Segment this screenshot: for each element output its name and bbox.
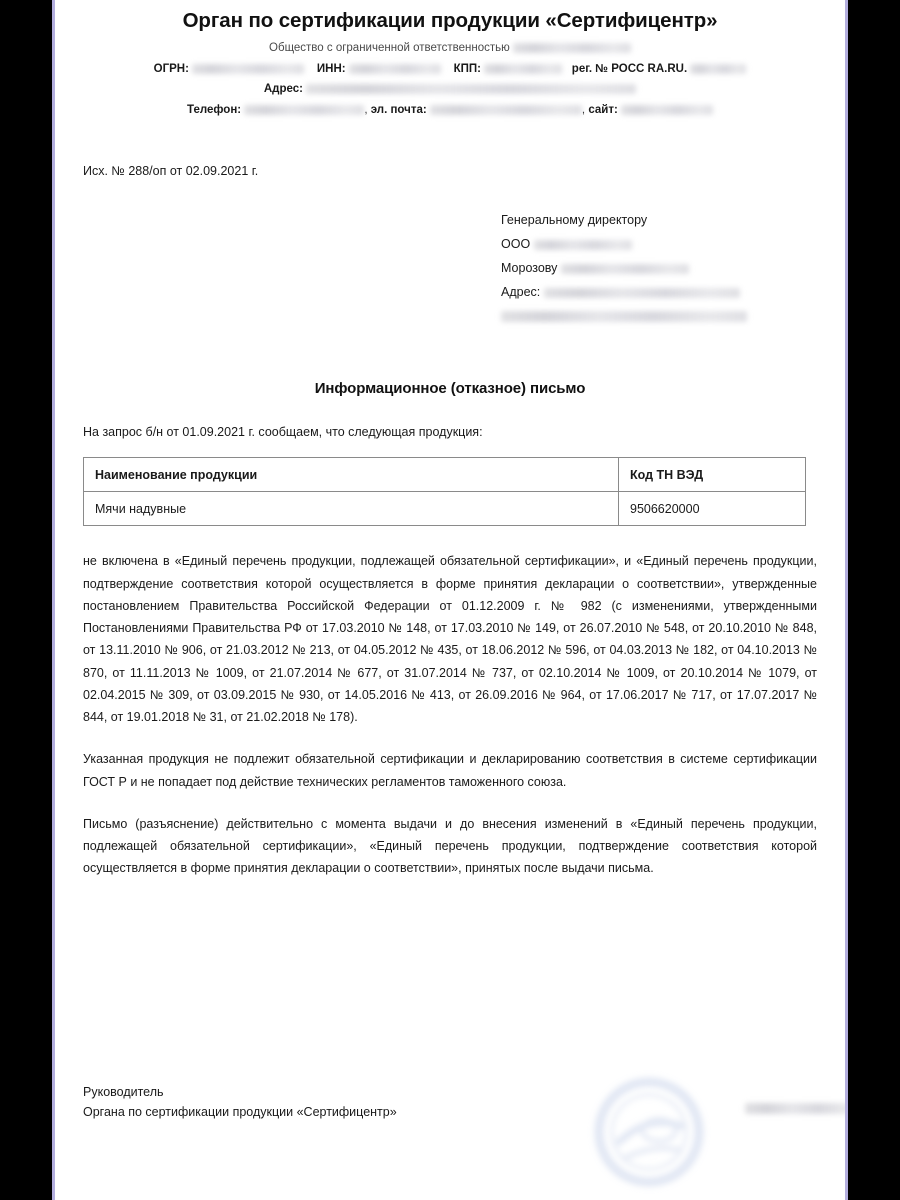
contacts-separator-2: ,	[581, 103, 586, 116]
addressee-address-line1-redacted	[544, 288, 740, 298]
site-value-redacted	[621, 105, 713, 115]
addressee-company-redacted	[534, 240, 632, 250]
addressee-address-label: Адрес:	[501, 285, 541, 300]
organization-legal-form	[83, 40, 817, 57]
kpp-label: КПП:	[453, 63, 481, 76]
cell-product-name: Мячи надувные	[84, 492, 619, 526]
paragraph-no-certification-required: Указанная продукция не подлежит обязательной сертификации и декларированию соответствия в системе сертификации ГОСТ Р и не попадает под действие технических регламентов таможенного союза.	[83, 752, 817, 789]
table-header-row	[84, 458, 806, 492]
organization-address-line	[83, 79, 817, 99]
paragraph-exclusion-list: не включена в «Единый перечень продукции, подлежащей обязательной сертификации», и «Единый перечень продукции, подтверждение соответствия которой осуществляется в форме принятия декларации о соответствии», утвержденные постановлением Правительства Российской Федерации от 01.12.2009 г. № 982 (с изменениями, утвержденными Постановлениями Правительства РФ от 17.03.2010 № 148, от 17.03.2010 № 149, от 26.07.2010 № 548, от 20.10.2010 № 848, от 13.11.2010 № 906, от 21.03.2012 № 213, от 04.05.2012 № 435, от 18.06.2012 № 596, от 04.03.2013 № 182, от 04.10.2013 № 870, от 11.11.2013 № 1009, от 21.07.2014 № 677, от 31.07.2014 № 737, от 02.10.2014 № 1009, от 20.10.2014 № 1079, от 02.04.2015 № 309, от 03.09.2015 № 930, от 14.05.2016 № 413, от 26.09.2016 № 964, от 17.06.2017 № 717, от 17.07.2017 № 844, от 19.01.2018 № 31, от 21.02.2018 № 178).	[83, 554, 817, 725]
addressee-address-line2-redacted	[501, 311, 747, 322]
addressee-address	[501, 280, 817, 304]
signer-role-line-2: Органа по сертификации продукции «Сертифицентр»	[83, 1105, 397, 1120]
document-title: Информационное (отказное) письмо	[314, 380, 586, 398]
table-row	[84, 492, 806, 526]
organization-title: Орган по сертификации продукции «Сертифицентр»	[182, 9, 718, 32]
addressee-person-redacted	[561, 264, 689, 274]
addressee-address-continued	[501, 304, 817, 328]
paragraph-validity: Письмо (разъяснение) действительно с момента выдачи и до внесения изменений в «Единый перечень продукции, подлежащей обязательной сертификации», «Единый перечень продукции, подтверждение соответствия которой осуществляется в форме принятия декларации о соответствии», принятых после выдачи письма.	[83, 816, 817, 876]
ogrn-label: ОГРН:	[153, 63, 189, 76]
phone-value-redacted	[244, 105, 364, 115]
addressee-role: Генеральному директору	[501, 212, 648, 227]
intro-text: На запрос б/н от 01.09.2021 г. сообщаем, что следующая продукция:	[83, 425, 483, 440]
signature-block	[83, 1082, 397, 1123]
addressee-block	[501, 208, 817, 329]
signer-role-line-1: Руководитель	[83, 1085, 164, 1099]
kpp-value-redacted	[484, 64, 562, 74]
registration-number-redacted	[690, 64, 746, 74]
phone-label: Телефон:	[187, 103, 242, 116]
email-value-redacted	[430, 105, 582, 115]
company-stamp-icon	[587, 1070, 711, 1194]
registration-line	[83, 59, 817, 79]
cell-tnved-code: 9506620000	[619, 492, 806, 526]
address-value-redacted	[306, 84, 636, 94]
document-page	[52, 0, 848, 1200]
addressee-company-prefix: ООО	[501, 236, 531, 251]
inn-label: ИНН:	[316, 63, 346, 76]
address-label: Адрес:	[263, 83, 303, 96]
registration-number-label: рег. № РОСС RA.RU.	[571, 63, 688, 76]
product-table	[83, 457, 806, 526]
addressee-person	[501, 256, 817, 280]
inn-value-redacted	[349, 64, 441, 74]
email-label: эл. почта:	[370, 103, 427, 116]
outgoing-reference-line: Исх. № 288/оп от 02.09.2021 г.	[83, 163, 259, 178]
table-header-tnved-code: Код ТН ВЭД	[619, 458, 806, 492]
legal-name-redacted	[513, 43, 631, 53]
legal-form-label: Общество с ограниченной ответственностью	[269, 41, 510, 54]
addressee-company	[501, 232, 817, 256]
site-label: сайт:	[588, 103, 618, 116]
table-header-product-name: Наименование продукции	[84, 458, 619, 492]
ogrn-value-redacted	[192, 64, 304, 74]
contacts-separator-1: ,	[364, 103, 368, 116]
letterhead	[83, 0, 817, 120]
organization-contacts-line	[83, 100, 817, 120]
addressee-surname: Морозову	[501, 260, 558, 275]
signer-name-redacted	[745, 1103, 848, 1114]
